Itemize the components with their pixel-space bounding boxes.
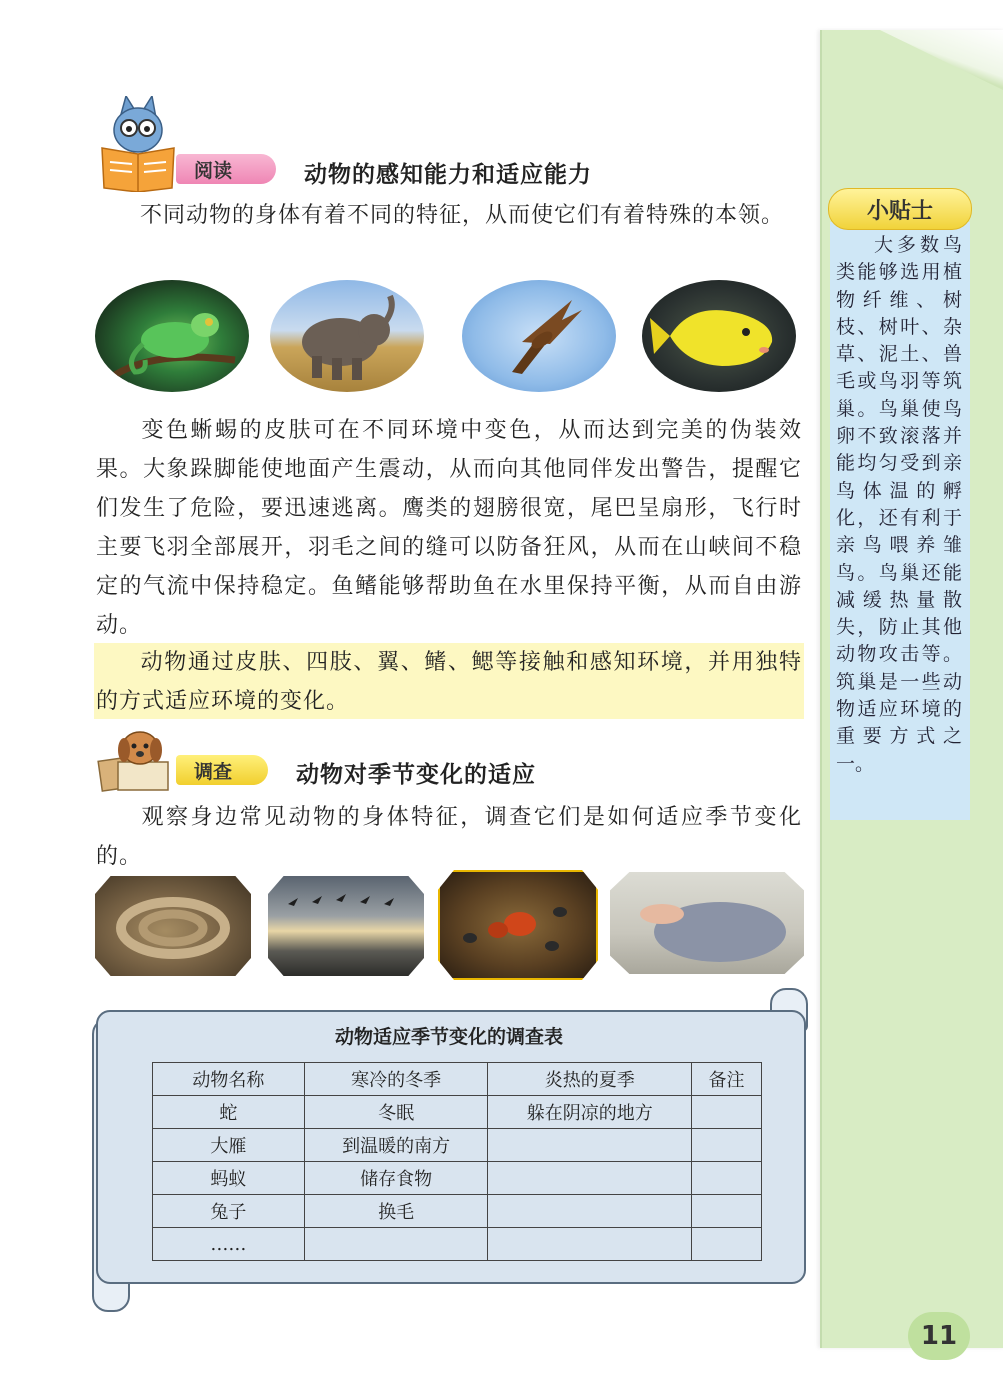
table-cell: 换毛: [304, 1195, 488, 1228]
table-row: [153, 1096, 762, 1129]
section2-title: 动物对季节变化的适应: [296, 762, 536, 788]
table-cell: [692, 1096, 762, 1129]
section1-body: 变色蜥蜴的皮肤可在不同环境中变色，从而达到完美的伪装效果。大象跺脚能使地面产生震动，从而向其他同伴发出警告，提醒它们发生了危险，要迅速逃离。鹰类的翅膀很宽，尾巴呈扇形，飞行时主要飞羽全部展开，羽毛之间的缝可以防备狂风，从而在山峡间不稳定的气流中保持稳定。鱼鳍能够帮助鱼在水里保持平衡，从而自由游动。: [96, 418, 802, 638]
eagle-photo: [462, 280, 616, 392]
page-number: 11: [908, 1312, 970, 1360]
table-cell: [692, 1228, 762, 1261]
table-header-row: [153, 1063, 762, 1096]
fish-photo: [642, 280, 796, 392]
table-row: [153, 1162, 762, 1195]
elephant-icon: [270, 280, 424, 392]
tip-text: 大多数鸟类能够选用植物纤维、树枝、树叶、杂草、泥土、兽毛或鸟羽等筑巢。鸟巢使鸟卵不致滚落并能均匀受到亲鸟体温的孵化，还有利于亲鸟喂养雏鸟。鸟巢还能减缓热量散失，防止其他动物攻击等。筑巢是一些动物适应环境的重要方式之一。: [836, 234, 962, 775]
table-cell: [692, 1162, 762, 1195]
snake-icon: [95, 876, 251, 976]
geese-icon: [268, 876, 424, 976]
table-cell: 兔子: [153, 1195, 305, 1228]
ant-icon: [440, 872, 596, 978]
read-tag: 阅读: [176, 154, 276, 184]
table-row: [153, 1129, 762, 1162]
rabbit-icon: [610, 872, 804, 974]
survey-dog-mascot-icon: [96, 728, 180, 792]
chameleon-photo: [95, 280, 249, 392]
table-cell: [488, 1195, 692, 1228]
table-cell: 大雁: [153, 1129, 305, 1162]
survey-tag: 调查: [176, 755, 268, 785]
table-cell: [488, 1129, 692, 1162]
reading-cat-mascot-icon: [98, 96, 178, 192]
table-cell: 到温暖的南方: [304, 1129, 488, 1162]
elephant-photo: [270, 280, 424, 392]
table-header-cell: 炎热的夏季: [488, 1063, 692, 1096]
table-row: [153, 1195, 762, 1228]
table-header-cell: 寒冷的冬季: [304, 1063, 488, 1096]
table-cell: 冬眠: [304, 1096, 488, 1129]
table-cell: [692, 1129, 762, 1162]
table-header-cell: 动物名称: [153, 1063, 305, 1096]
eagle-icon: [462, 280, 616, 392]
survey-table: [152, 1062, 762, 1261]
table-cell: [488, 1162, 692, 1195]
table-cell: 蚂蚁: [153, 1162, 305, 1195]
section1-title: 动物的感知能力和适应能力: [304, 162, 592, 188]
rabbit-photo: [610, 872, 804, 974]
chameleon-icon: [95, 280, 249, 392]
table-cell: [488, 1228, 692, 1261]
table-cell: 躲在阴凉的地方: [488, 1096, 692, 1129]
table-cell: 储存食物: [304, 1162, 488, 1195]
table-cell: [692, 1195, 762, 1228]
tip-title: 小贴士: [828, 188, 972, 230]
table-header-cell: 备注: [692, 1063, 762, 1096]
table-cell: [304, 1228, 488, 1261]
section1-intro: 不同动物的身体有着不同的特征，从而使它们有着特殊的本领。: [140, 203, 785, 228]
table-cell: 蛇: [153, 1096, 305, 1129]
snake-photo: [95, 876, 251, 976]
table-row: [153, 1228, 762, 1261]
section2-intro: 观察身边常见动物的身体特征，调查它们是如何适应季节变化的。: [96, 805, 802, 869]
yellow-fish-icon: [642, 280, 796, 392]
geese-photo: [268, 876, 424, 976]
table-cell: ……: [153, 1228, 305, 1261]
ants-photo: [438, 870, 598, 980]
section1-highlight-text: 动物通过皮肤、四肢、翼、鳍、鳃等接触和感知环境，并用独特的方式适应环境的变化。: [96, 650, 802, 714]
table-title: 动物适应季节变化的调查表: [334, 1026, 563, 1048]
